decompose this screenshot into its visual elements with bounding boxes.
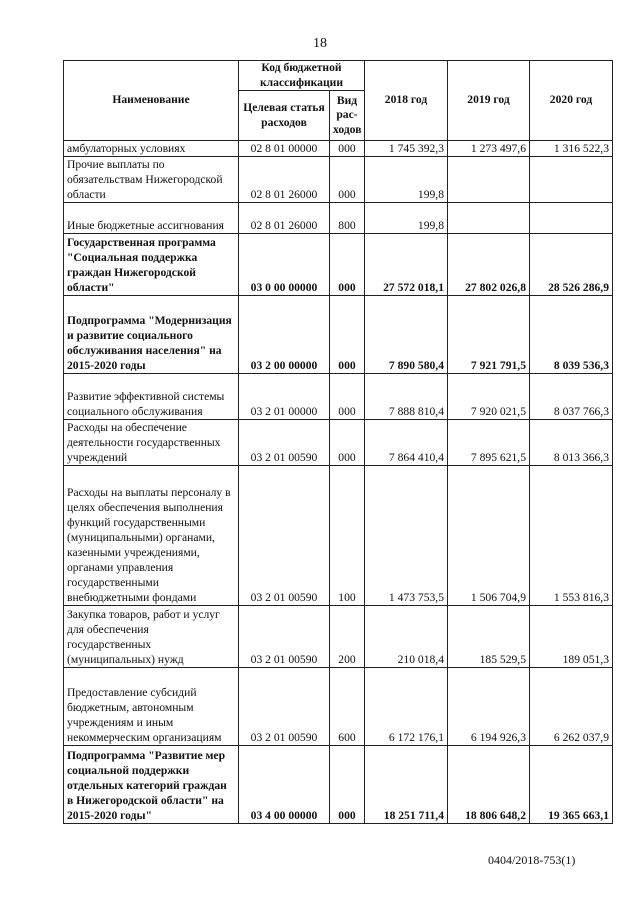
row-value-2020: 28 526 286,9 <box>530 234 613 296</box>
row-value-2019: 1 506 704,9 <box>448 466 530 606</box>
row-name: Иные бюджетные ассигнования <box>64 203 239 234</box>
table-row <box>64 234 613 296</box>
row-value-2019: 7 895 621,5 <box>448 420 530 466</box>
table-row <box>64 746 613 824</box>
table-row <box>64 203 613 234</box>
row-value-2020: 189 051,3 <box>530 606 613 668</box>
row-value-2020: 1 553 816,3 <box>530 466 613 606</box>
row-name: амбулаторных условиях <box>64 141 239 157</box>
table-row <box>64 420 613 466</box>
row-code: 03 0 00 00000 <box>239 234 330 296</box>
row-value-2018: 7 890 580,4 <box>365 296 448 374</box>
document-code: 0404/2018-753(1) <box>488 853 576 867</box>
page-number: 18 <box>313 36 327 51</box>
row-value-2018: 18 251 711,4 <box>365 746 448 824</box>
row-name: Подпрограмма "Развитие мер социальной поддержки отдельных категорий граждан в Нижегородской области" на 2015-2020 годы" <box>64 746 239 824</box>
row-expense-type: 000 <box>330 420 365 466</box>
row-value-2020: 8 037 766,3 <box>530 374 613 420</box>
row-code: 03 2 01 00590 <box>239 420 330 466</box>
row-name: Предоставление субсидий бюджетным, автономным учреждениям и иным некоммерческим организациям <box>64 668 239 746</box>
row-name: Развитие эффективной системы социального обслуживания <box>64 374 239 420</box>
row-value-2019 <box>448 157 530 203</box>
table-row <box>64 296 613 374</box>
row-value-2020 <box>530 203 613 234</box>
row-name: Государственная программа "Социальная поддержка граждан Нижегородской области" <box>64 234 239 296</box>
table-row <box>64 141 613 157</box>
row-code: 02 8 01 26000 <box>239 157 330 203</box>
row-code: 02 8 01 26000 <box>239 203 330 234</box>
row-name: Закупка товаров, работ и услуг для обеспечения государственных (муниципальных) нужд <box>64 606 239 668</box>
row-value-2020: 8 013 366,3 <box>530 420 613 466</box>
row-expense-type: 200 <box>330 606 365 668</box>
row-value-2018: 199,8 <box>365 203 448 234</box>
row-name: Расходы на выплаты персоналу в целях обеспечения выполнения функций государственными (муниципальными) органами, казенными учреждениями, органами управления государственными внебюджетными фондами <box>64 466 239 606</box>
row-value-2019: 7 921 791,5 <box>448 296 530 374</box>
row-value-2018: 7 864 410,4 <box>365 420 448 466</box>
row-expense-type: 100 <box>330 466 365 606</box>
row-value-2019: 18 806 648,2 <box>448 746 530 824</box>
header-code-group: Код бюджетной классификации <box>239 61 365 91</box>
row-expense-type: 000 <box>330 234 365 296</box>
row-value-2019 <box>448 203 530 234</box>
row-value-2018: 199,8 <box>365 157 448 203</box>
row-code: 03 2 01 00590 <box>239 668 330 746</box>
row-expense-type: 000 <box>330 296 365 374</box>
row-expense-type: 800 <box>330 203 365 234</box>
row-expense-type: 000 <box>330 746 365 824</box>
row-value-2019: 185 529,5 <box>448 606 530 668</box>
header-2020: 2020 год <box>530 61 613 141</box>
row-value-2019: 27 802 026,8 <box>448 234 530 296</box>
row-code: 03 4 00 00000 <box>239 746 330 824</box>
row-expense-type: 000 <box>330 141 365 157</box>
table-row <box>64 606 613 668</box>
row-code: 03 2 01 00590 <box>239 606 330 668</box>
row-value-2018: 210 018,4 <box>365 606 448 668</box>
header-expense-type: Вид рас-ходов <box>330 91 365 141</box>
header-target-article: Целевая статья расходов <box>239 91 330 141</box>
table-body <box>64 141 613 824</box>
row-value-2020: 1 316 522,3 <box>530 141 613 157</box>
row-expense-type: 000 <box>330 157 365 203</box>
row-code: 03 2 00 00000 <box>239 296 330 374</box>
row-name: Прочие выплаты по обязательствам Нижегородской области <box>64 157 239 203</box>
row-value-2018: 1 745 392,3 <box>365 141 448 157</box>
row-value-2018: 6 172 176,1 <box>365 668 448 746</box>
row-expense-type: 000 <box>330 374 365 420</box>
row-name: Подпрограмма "Модернизация и развитие социального обслуживания населения" на 2015-2020 годы <box>64 296 239 374</box>
header-2018: 2018 год <box>365 61 448 141</box>
row-code: 02 8 01 00000 <box>239 141 330 157</box>
row-value-2018: 27 572 018,1 <box>365 234 448 296</box>
row-value-2019: 7 920 021,5 <box>448 374 530 420</box>
row-value-2019: 6 194 926,3 <box>448 668 530 746</box>
header-2019: 2019 год <box>448 61 530 141</box>
table-row <box>64 466 613 606</box>
row-value-2020: 8 039 536,3 <box>530 296 613 374</box>
row-value-2020: 6 262 037,9 <box>530 668 613 746</box>
row-value-2018: 1 473 753,5 <box>365 466 448 606</box>
table-row <box>64 374 613 420</box>
budget-table <box>63 60 613 824</box>
table-row <box>64 668 613 746</box>
row-value-2018: 7 888 810,4 <box>365 374 448 420</box>
row-name: Расходы на обеспечение деятельности государственных учреждений <box>64 420 239 466</box>
row-code: 03 2 01 00590 <box>239 466 330 606</box>
row-value-2019: 1 273 497,6 <box>448 141 530 157</box>
row-expense-type: 600 <box>330 668 365 746</box>
row-value-2020 <box>530 157 613 203</box>
row-code: 03 2 01 00000 <box>239 374 330 420</box>
header-name: Наименование <box>64 61 239 141</box>
row-value-2020: 19 365 663,1 <box>530 746 613 824</box>
table-row <box>64 157 613 203</box>
